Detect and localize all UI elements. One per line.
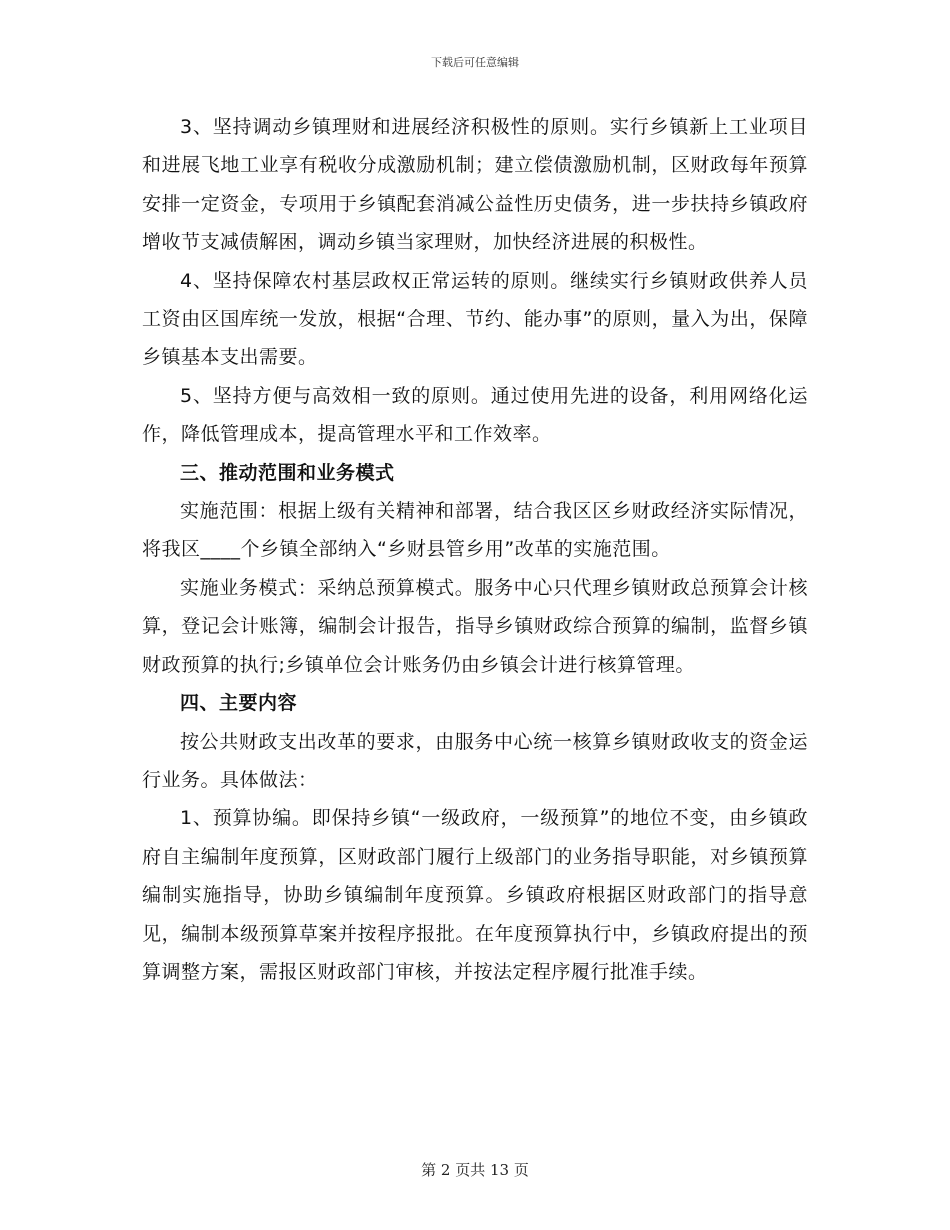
paragraph-business-model: 实施业务模式：采纳总预算模式。服务中心只代理乡镇财政总预算会计核算，登记会计账簿，编制会计报告，指导乡镇财政综合预算的编制，监督乡镇财政预算的执行;乡镇单位会计账务仍由乡镇会计进行核算管理。 xyxy=(142,576,808,676)
paragraph-budget-coordination: 1、预算协编。即保持乡镇“一级政府，一级预算”的地位不变，由乡镇政府自主编制年度预算，区财政部门履行上级部门的业务指导职能，对乡镇预算编制实施指导，协助乡镇编制年度预算。乡镇政府根据区财政部门的指导意见，编制本级预算草案并按程序报批。在年度预算执行中，乡镇政府提出的预算调整方案，需报区财政部门审核，并按法定程序履行批准手续。 xyxy=(142,807,808,983)
paragraph-main-content-intro: 按公共财政支出改革的要求，由服务中心统一核算乡镇财政收支的资金运行业务。具体做法： xyxy=(142,730,808,791)
page-footer: 第 2 页共 13 页 xyxy=(421,1161,529,1179)
paragraph-principle-4: 4、坚持保障农村基层政权正常运转的原则。继续实行乡镇财政供养人员工资由区国库统一发放，根据“合理、节约、能办事”的原则，量入为出，保障乡镇基本支出需要。 xyxy=(142,269,808,369)
paragraph-principle-5: 5、坚持方便与高效相一致的原则。通过使用先进的设备，利用网络化运作，降低管理成本，提高管理水平和工作效率。 xyxy=(142,384,808,446)
section-heading-4: 四、主要内容 xyxy=(180,692,298,715)
paragraph-principle-3: 3、坚持调动乡镇理财和进展经济积极性的原则。实行乡镇新上工业项目和进展飞地工业享有税收分成激励机制；建立偿债激励机制，区财政每年预算安排一定资金，专项用于乡镇配套消减公益性历史债务，进一步扶持乡镇政府增收节支减债解困，调动乡镇当家理财，加快经济进展的积极性。 xyxy=(142,116,808,254)
page-header: 下载后可任意编辑 xyxy=(431,56,519,69)
section-heading-3: 三、推动范围和业务模式 xyxy=(180,461,395,484)
document-body xyxy=(142,108,808,991)
paragraph-scope: 实施范围：根据上级有关精神和部署，结合我区区乡财政经济实际情况，将我区____个乡镇全部纳入“乡财县管乡用”改革的实施范围。 xyxy=(142,500,808,561)
